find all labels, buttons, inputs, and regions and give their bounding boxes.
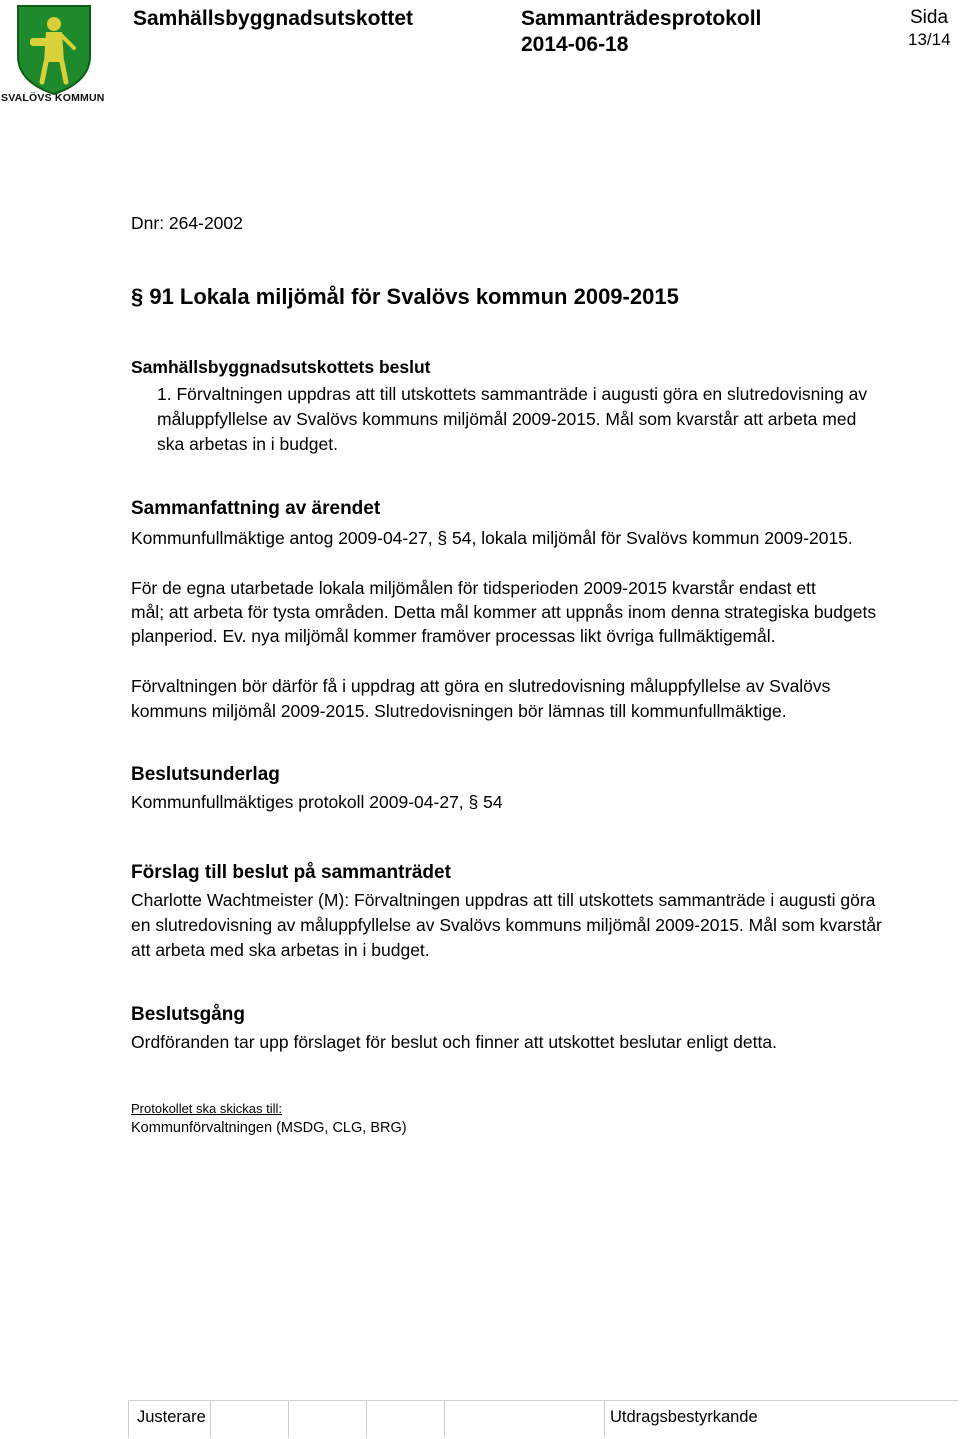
beslutsgang-text: Ordföranden tar upp förslaget för beslut och finner att utskottet beslutar enligt detta.: [131, 1032, 777, 1052]
beslutsgang-heading: Beslutsgång: [131, 1004, 246, 1025]
page-title: § 91 Lokala miljömål för Svalövs kommun 2009-2015: [131, 284, 679, 309]
sammanfattning-para3-line: kommuns miljömål 2009-2015. Slutredovisningen bör lämnas till kommunfullmäktige.: [131, 701, 787, 721]
justerare-label: Justerare: [137, 1408, 206, 1426]
footer-cell: [288, 1400, 289, 1438]
recipients-text: Kommunförvaltningen (MSDG, CLG, BRG): [131, 1120, 407, 1136]
forslag-line: en slutredovisning av måluppfyllelse av Svalövs kommuns miljömål 2009-2015. Mål som kvarstår: [131, 915, 882, 935]
footer-cell: [210, 1400, 211, 1438]
beslut-line: 1. Förvaltningen uppdras att till utskottets sammanträde i augusti göra en slutredovisning av: [157, 384, 868, 404]
beslut-line: ska arbetas in i budget.: [157, 434, 338, 454]
sammanfattning-para3-line: Förvaltningen bör därför få i uppdrag att göra en slutredovisning måluppfyllelse av Svalövs: [131, 676, 831, 696]
page-number: 13/14: [908, 30, 951, 49]
forslag-line: att arbeta med ska arbetas in i budget.: [131, 940, 430, 960]
beslut-heading: Samhällsbyggnadsutskottets beslut: [131, 357, 431, 377]
shield-icon: [0, 4, 108, 96]
sammanfattning-line: Kommunfullmäktige antog 2009-04-27, § 54, lokala miljömål för Svalövs kommun 2009-2015.: [131, 528, 853, 548]
beslutsunderlag-heading: Beslutsunderlag: [131, 764, 280, 785]
sammanfattning-heading: Sammanfattning av ärendet: [131, 498, 381, 519]
footer-cell: [604, 1400, 605, 1438]
protocol-type: Sammanträdesprotokoll: [521, 7, 762, 30]
footer-cell: [128, 1400, 129, 1438]
sammanfattning-para2-line: För de egna utarbetade lokala miljömålen för tidsperioden 2009-2015 kvarstår endast ett: [131, 578, 816, 598]
footer-cell: [366, 1400, 367, 1438]
beslutsunderlag-text: Kommunfullmäktiges protokoll 2009-04-27, § 54: [131, 792, 503, 812]
dnr: Dnr: 264-2002: [131, 213, 243, 233]
utdragsbestyrkande-label: Utdragsbestyrkande: [610, 1408, 758, 1426]
footer-cell: [444, 1400, 445, 1438]
forslag-line: Charlotte Wachtmeister (M): Förvaltningen uppdras att till utskottets sammanträde i augusti göra: [131, 890, 876, 910]
page-label: Sida: [910, 7, 949, 28]
recipients-label: Protokollet ska skickas till:: [131, 1101, 282, 1116]
meeting-date: 2014-06-18: [521, 33, 629, 56]
beslut-line: måluppfyllelse av Svalövs kommuns miljömål 2009-2015. Mål som kvarstår att arbeta med: [157, 409, 857, 429]
forslag-heading: Förslag till beslut på sammanträdet: [131, 862, 451, 883]
committee-name: Samhällsbyggnadsutskottet: [133, 7, 414, 30]
sammanfattning-para2-line: mål; att arbeta för tysta områden. Detta mål kommer att uppnås inom denna strategiska budgets: [131, 602, 877, 622]
footer-divider: [128, 1400, 958, 1401]
logo-caption: SVALÖVS KOMMUN: [1, 92, 105, 104]
sammanfattning-para2-line: planperiod. Ev. nya miljömål kommer framöver processas likt övriga fullmäktigemål.: [131, 626, 776, 646]
